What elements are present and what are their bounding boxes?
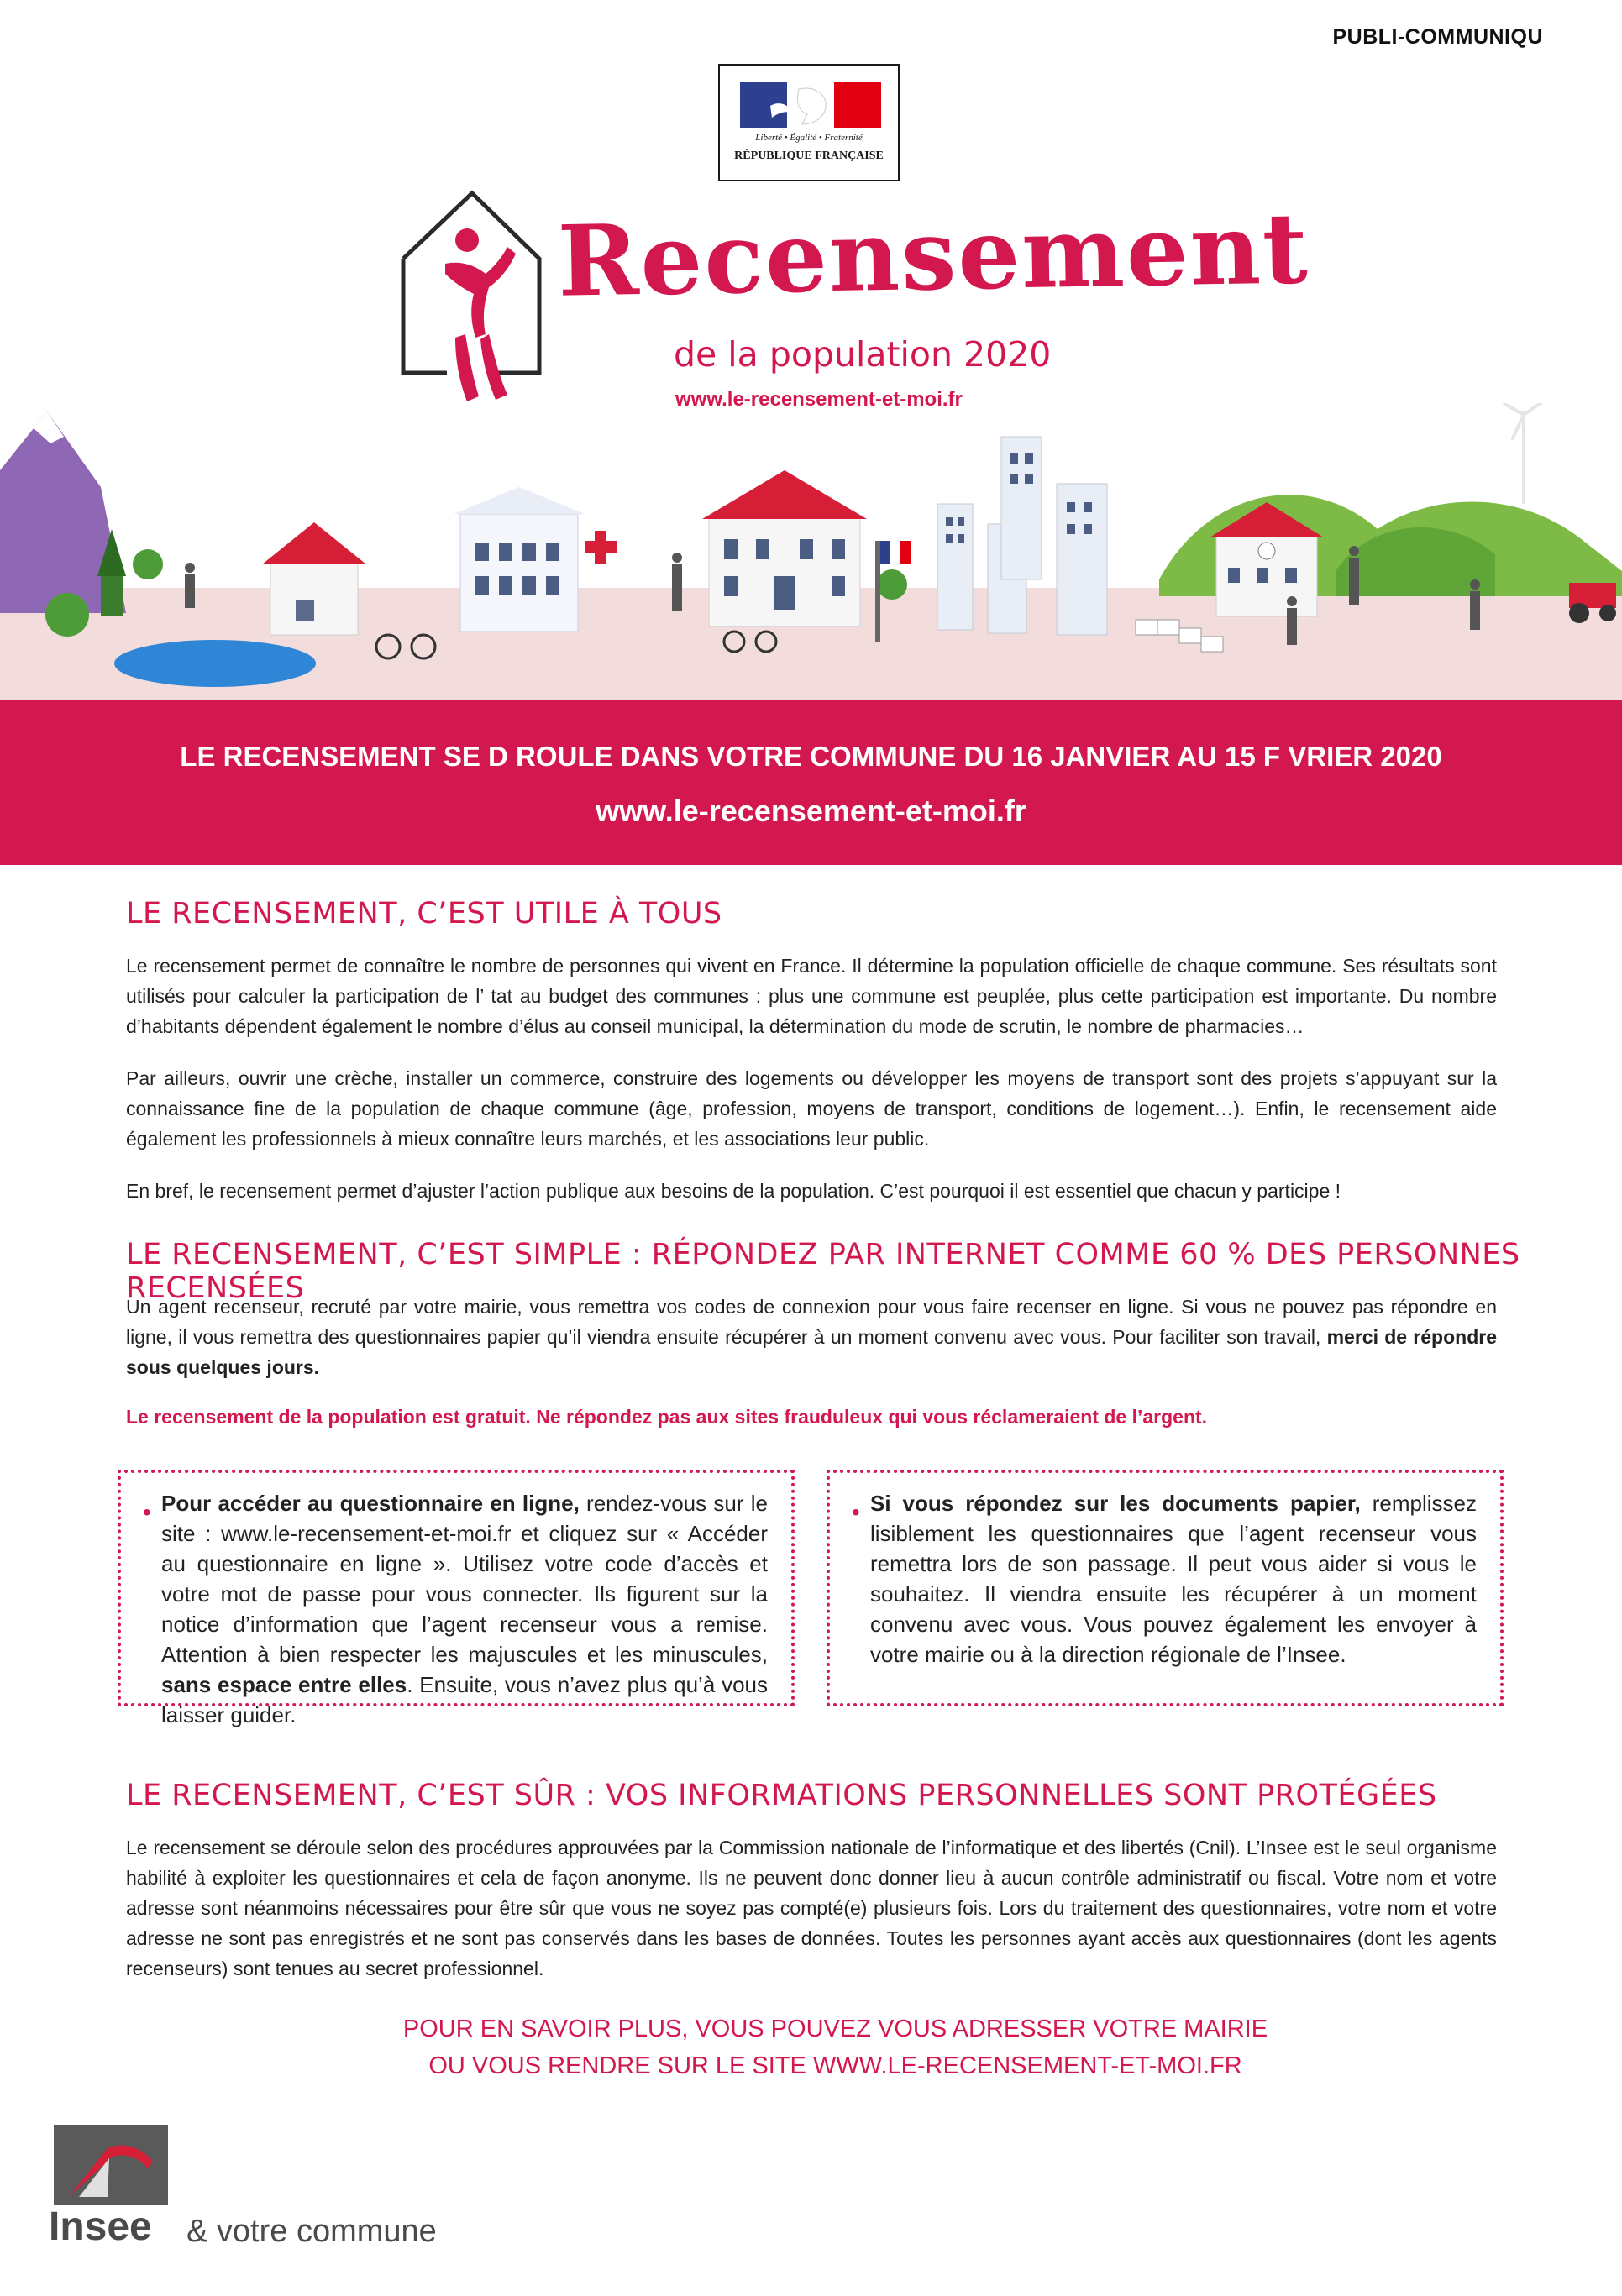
paper-questionnaire-text xyxy=(870,1488,1477,1670)
section-simple-paragraph xyxy=(126,1292,1497,1382)
online-questionnaire-text xyxy=(161,1488,768,1730)
recensement-subtitle: de la population 2020 xyxy=(674,334,1052,375)
online-questionnaire-box xyxy=(118,1470,795,1727)
section-sur-heading: LE RECENSEMENT, C’EST SÛR : VOS INFORMATIONS PERSONNELLES SONT PROTÉGÉES xyxy=(126,1779,1437,1812)
section-utile-paragraph-3: En bref, le recensement permet d’ajuster l’action publique aux besoins de la population. C’est pourquoi il est essentiel que chacun y participe ! xyxy=(126,1180,1341,1202)
bullet-icon: • xyxy=(852,1499,860,1525)
section-utile-heading: LE RECENSEMENT, C’EST UTILE À TOUS xyxy=(126,897,722,930)
section-utile-paragraph-2: Par ailleurs, ouvrir une crèche, installer un commerce, construire des logements ou développer les moyens de transport sont des projets s’appuyant sur la connaissance fine de la population de chaque commune (âge, profession, moyens de transport, conditions de logement…). Enfin, le recensement aide également les professionnels à mieux connaître leurs marchés, et les associations leur public. xyxy=(126,1067,1497,1150)
recensement-title: Recensement xyxy=(556,191,1310,319)
marianne-flag-icon xyxy=(740,82,881,128)
paper-questionnaire-intro: Si vous répondez sur les documents papier, xyxy=(870,1491,1361,1516)
header-website-link[interactable]: www.le-recensement-et-moi.fr xyxy=(675,388,963,411)
republique-name: RÉPUBLIQUE FRANÇAISE xyxy=(734,149,884,162)
online-questionnaire-body: rendez-vous sur le site : www.le-recensement-et-moi.fr et cliquez sur « Accéder au questionnaire en ligne ». Utilisez votre code d’accès et votre mot de passe pour vous connecter. Ils figurent sur la notice d’information que l’agent recenseur vous a remise. Attention à bien respecter les majuscules et les minuscules, xyxy=(161,1491,768,1667)
date-banner xyxy=(0,700,1622,865)
fraud-warning: Le recensement de la population est gratuit. Ne répondez pas aux sites frauduleux qui vous réclameraient de l’argent. xyxy=(126,1406,1208,1428)
insee-brand: Insee xyxy=(49,2204,152,2249)
paper-questionnaire-body: remplissez lisiblement les questionnaires que l’agent recenseur vous remettra lors de son passage. Il peut vous aider si vous le souhaitez. Il viendra ensuite les récupérer à un moment convenu avec vous. Vous pouvez également les envoyer à votre mairie ou à la direction régionale de l’Insee. xyxy=(870,1491,1477,1667)
republique-motto: Liberté • Égalité • Fraternité xyxy=(755,133,863,143)
banner-website-link[interactable]: www.le-recensement-et-moi.fr xyxy=(596,794,1026,828)
recensement-house-logo-icon xyxy=(395,186,546,413)
town-illustration xyxy=(0,403,1622,705)
publi-communique-label: PUBLI-COMMUNIQU xyxy=(1332,25,1543,49)
online-questionnaire-no-space: sans espace entre elles xyxy=(161,1672,407,1697)
section-simple-heading: LE RECENSEMENT, C’EST SIMPLE : RÉPONDEZ PAR INTERNET COMME 60 % DES PERSONNES RECENSÉES xyxy=(126,1238,1520,1305)
section-simple-text: Un agent recenseur, recruté par votre mairie, vous remettra vos codes de connexion pour vous faire recenser en ligne. Si vous ne pouvez pas répondre en ligne, il vous remettra des questionnaires papier qu’il viendra ensuite récupérer à un moment convenu avec vous. Pour faciliter son travail, xyxy=(126,1296,1497,1348)
section-sur-paragraph: Le recensement se déroule selon des procédures approuvées par la Commission nationale de l’informatique et des libertés (Cnil). L’Insee est le seul organisme habilité à exploiter les questionnaires et cela de façon anonyme. Ils ne peuvent donc donner lieu à aucun contrôle administratif ou fiscal. Votre nom et votre adresse sont néanmoins nécessaires pour être sûr que vous ne soyez pas compté(e) plusieurs fois. Lors du traitement des questionnaires, votre nom et votre adresse ne sont pas enregistrés et ne sont pas conservés dans les bases de données. Toutes les personnes ayant accès aux questionnaires (dont les agents recenseurs) sont tenues au secret professionnel. xyxy=(126,1837,1497,1979)
footer-info-line-2: OU VOUS RENDRE SUR LE SITE WWW.LE-RECENSEMENT-ET-MOI.FR xyxy=(428,2052,1242,2079)
insee-tagline: & votre commune xyxy=(186,2214,437,2249)
footer-info-line-1: POUR EN SAVOIR PLUS, VOUS POUVEZ VOUS ADRESSER VOTRE MAIRIE xyxy=(402,2016,1268,2042)
online-questionnaire-end: . Ensuite, vous n’avez plus qu’à vous laisser guider. xyxy=(161,1672,768,1727)
banner-dates-text: LE RECENSEMENT SE D ROULE DANS VOTRE COMMUNE DU 16 JANVIER AU 15 F VRIER 2020 xyxy=(180,741,1442,772)
paper-questionnaire-box xyxy=(827,1470,1504,1706)
section-utile-paragraph-1: Le recensement permet de connaître le nombre de personnes qui vivent en France. Il détermine la population officielle de chaque commune. Ses résultats sont utilisés pour calculer la participation de l’ tat au budget des communes : plus une commune est peuplée, plus cette participation est importante. Du nombre d’habitants dépendent également le nombre d’élus au conseil municipal, la détermination du mode de scrutin, le nombre de pharmacies… xyxy=(126,955,1497,1037)
section-simple-bold-text: merci de répondre sous quelques jours. xyxy=(126,1326,1497,1378)
republique-francaise-logo xyxy=(718,64,900,181)
bullet-icon: • xyxy=(143,1499,151,1525)
online-questionnaire-intro: Pour accéder au questionnaire en ligne, xyxy=(161,1491,580,1516)
